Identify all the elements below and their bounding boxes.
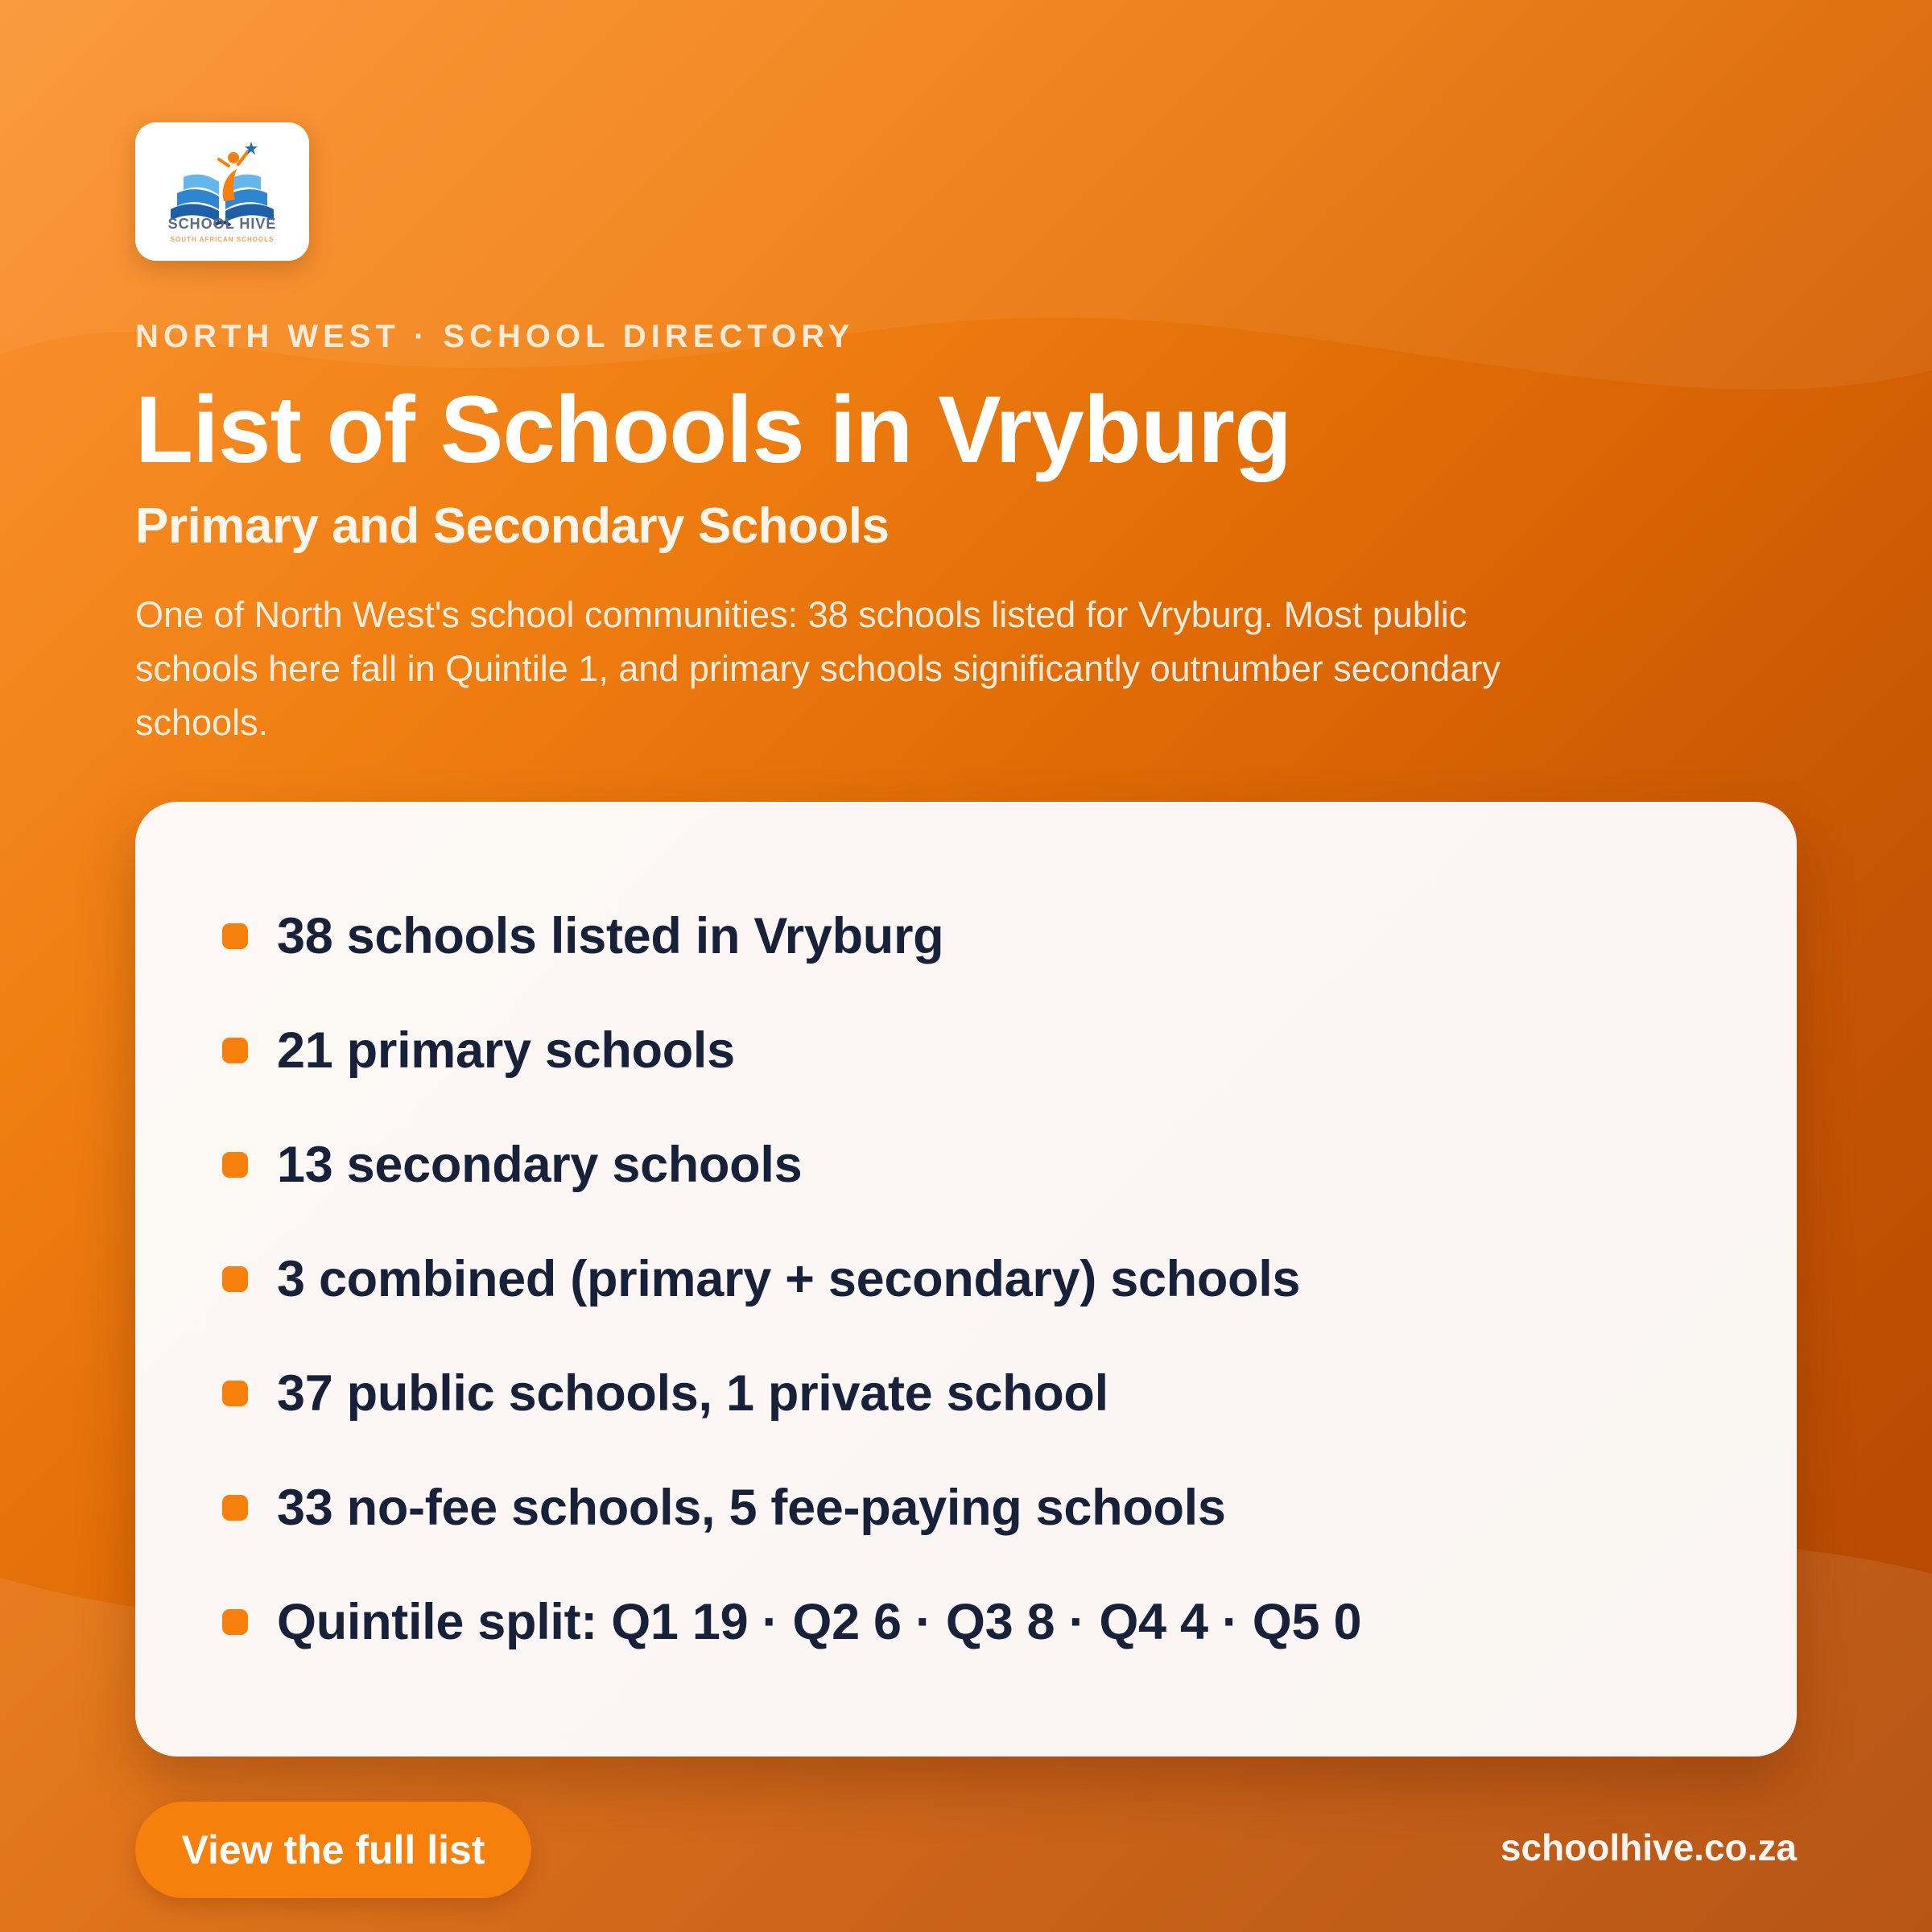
fact-text: 38 schools listed in Vryburg	[277, 908, 944, 964]
fact-item	[222, 1451, 1361, 1565]
bullet-icon	[222, 1152, 248, 1178]
fact-text: 21 primary schools	[277, 1022, 735, 1079]
logo-name-text: SCHOOL HIVE	[167, 216, 277, 232]
fact-text: Quintile split: Q1 19 · Q2 6 · Q3 8 · Q4 4 · Q5 0	[277, 1594, 1362, 1650]
school-hive-logo	[135, 122, 309, 261]
page-description: One of North West's school communities: 38 schools listed for Vryburg. Most public schools here fall in Quintile 1, and primary schools significantly outnumber secondary schools.	[135, 594, 1501, 743]
fact-text: 33 no-fee schools, 5 fee-paying schools	[277, 1480, 1226, 1536]
bullet-icon	[222, 1609, 248, 1635]
bullet-icon	[222, 1495, 248, 1521]
bullet-icon	[222, 1038, 248, 1063]
page-subtitle: Primary and Secondary Schools	[135, 498, 890, 554]
bullet-icon	[222, 1266, 248, 1292]
fact-item	[222, 879, 1361, 993]
facts-card	[135, 802, 1797, 1757]
page-title: List of Schools in Vryburg	[135, 377, 1292, 483]
fact-text: 3 combined (primary + secondary) schools	[277, 1251, 1301, 1307]
facts-list	[222, 879, 1361, 1679]
bullet-icon	[222, 1381, 248, 1406]
bullet-icon	[222, 923, 248, 949]
site-url: schoolhive.co.za	[1500, 1827, 1797, 1868]
fact-item	[222, 993, 1361, 1108]
fact-item	[222, 1336, 1361, 1451]
section-eyebrow: NORTH WEST · SCHOOL DIRECTORY	[135, 319, 855, 354]
fact-text: 37 public schools, 1 private school	[277, 1365, 1108, 1422]
fact-item	[222, 1565, 1361, 1679]
fact-item	[222, 1222, 1361, 1336]
fact-item	[222, 1108, 1361, 1222]
fact-text: 13 secondary schools	[277, 1137, 803, 1193]
logo-tagline-text: SOUTH AFRICAN SCHOOLS	[170, 236, 275, 243]
view-full-list-button[interactable]: View the full list	[135, 1802, 531, 1898]
